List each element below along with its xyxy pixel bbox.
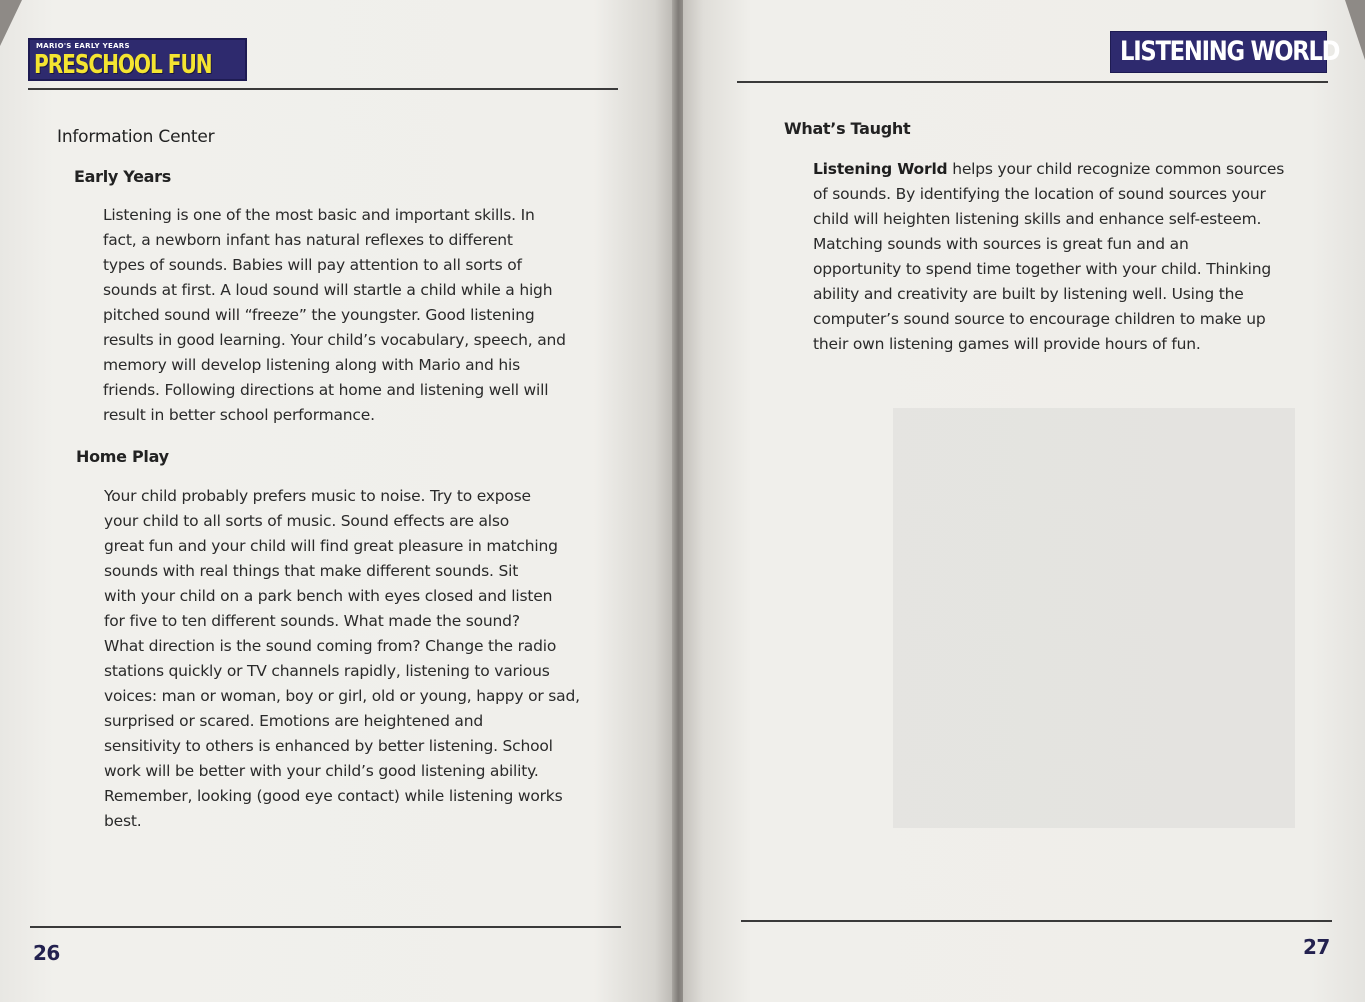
text-line: computer’s sound source to encourage children to make up <box>813 310 1266 328</box>
text-line: result in better school performance. <box>103 406 375 424</box>
text-line: sensitivity to others is enhanced by better listening. School <box>104 737 553 755</box>
footer-rule <box>741 920 1332 922</box>
text-line: results in good learning. Your child’s vocabulary, speech, and <box>103 331 566 349</box>
text-line: your child to all sorts of music. Sound effects are also <box>104 512 510 530</box>
text-line: of sounds. By identifying the location of sound sources your <box>813 185 1266 203</box>
section-heading: Information Center <box>57 127 215 147</box>
early-years-title: Early Years <box>74 167 171 186</box>
text-line: types of sounds. Babies will pay attention to all sorts of <box>103 256 522 274</box>
text-line: opportunity to spend time together with your child. Thinking <box>813 260 1271 278</box>
text-run: helps your child recognize common sources <box>947 160 1285 178</box>
page-number: 26 <box>33 941 60 965</box>
text-line: Matching sounds with sources is great fun and an <box>813 235 1189 253</box>
text-line: Your child probably prefers music to noise. Try to expose <box>104 487 531 505</box>
text-line: for five to ten different sounds. What made the sound? <box>104 612 520 630</box>
text-line: with your child on a park bench with eyes closed and listen <box>104 587 553 605</box>
header-rule <box>28 88 618 90</box>
text-line: memory will develop listening along with Mario and his <box>103 356 521 374</box>
early-years-paragraph <box>103 203 566 428</box>
text-line: surprised or scared. Emotions are heightened and <box>104 712 483 730</box>
listening-world-bold: Listening World <box>813 160 948 178</box>
page-corner <box>1345 0 1365 60</box>
text-line: ability and creativity are built by listening well. Using the <box>813 285 1244 303</box>
text-line <box>813 157 1284 182</box>
text-line: pitched sound will “freeze” the youngster. Good listening <box>103 306 535 324</box>
text-line: What direction is the sound coming from? Change the radio <box>104 637 557 655</box>
text-line: best. <box>104 812 142 830</box>
home-play-title: Home Play <box>76 447 169 466</box>
whats-taught-paragraph <box>813 157 1284 357</box>
right-page <box>683 0 1365 1002</box>
preschool-fun-logo <box>28 38 247 81</box>
text-line: great fun and your child will find great pleasure in matching <box>104 537 558 555</box>
footer-rule <box>30 926 621 928</box>
page-corner <box>0 0 22 46</box>
text-line: Remember, looking (good eye contact) while listening works <box>104 787 563 805</box>
text-line: fact, a newborn infant has natural reflexes to different <box>103 231 513 249</box>
home-play-paragraph <box>104 484 580 834</box>
text-line: stations quickly or TV channels rapidly, listening to various <box>104 662 550 680</box>
listening-world-header <box>1110 31 1340 73</box>
text-line: work will be better with your child’s good listening ability. <box>104 762 539 780</box>
text-line: sounds with real things that make different sounds. Sit <box>104 562 519 580</box>
text-line: voices: man or woman, boy or girl, old or young, happy or sad, <box>104 687 580 705</box>
text-line: Listening is one of the most basic and important skills. In <box>103 206 535 224</box>
text-line: their own listening games will provide hours of fun. <box>813 335 1201 353</box>
header-rule <box>737 81 1328 83</box>
text-line: sounds at first. A loud sound will startle a child while a high <box>103 281 553 299</box>
logo-title: PRESCHOOL FUN <box>34 50 212 80</box>
logo-subtitle: MARIO'S EARLY YEARS <box>36 42 130 50</box>
page-number: 27 <box>1303 935 1330 959</box>
text-line: friends. Following directions at home and listening well will <box>103 381 549 399</box>
text-line: child will heighten listening skills and enhance self-esteem. <box>813 210 1262 228</box>
show-through <box>893 408 1295 828</box>
header-title: LISTENING WORLD <box>1120 36 1340 67</box>
whats-taught-title: What’s Taught <box>784 119 911 138</box>
left-page <box>0 0 675 1002</box>
